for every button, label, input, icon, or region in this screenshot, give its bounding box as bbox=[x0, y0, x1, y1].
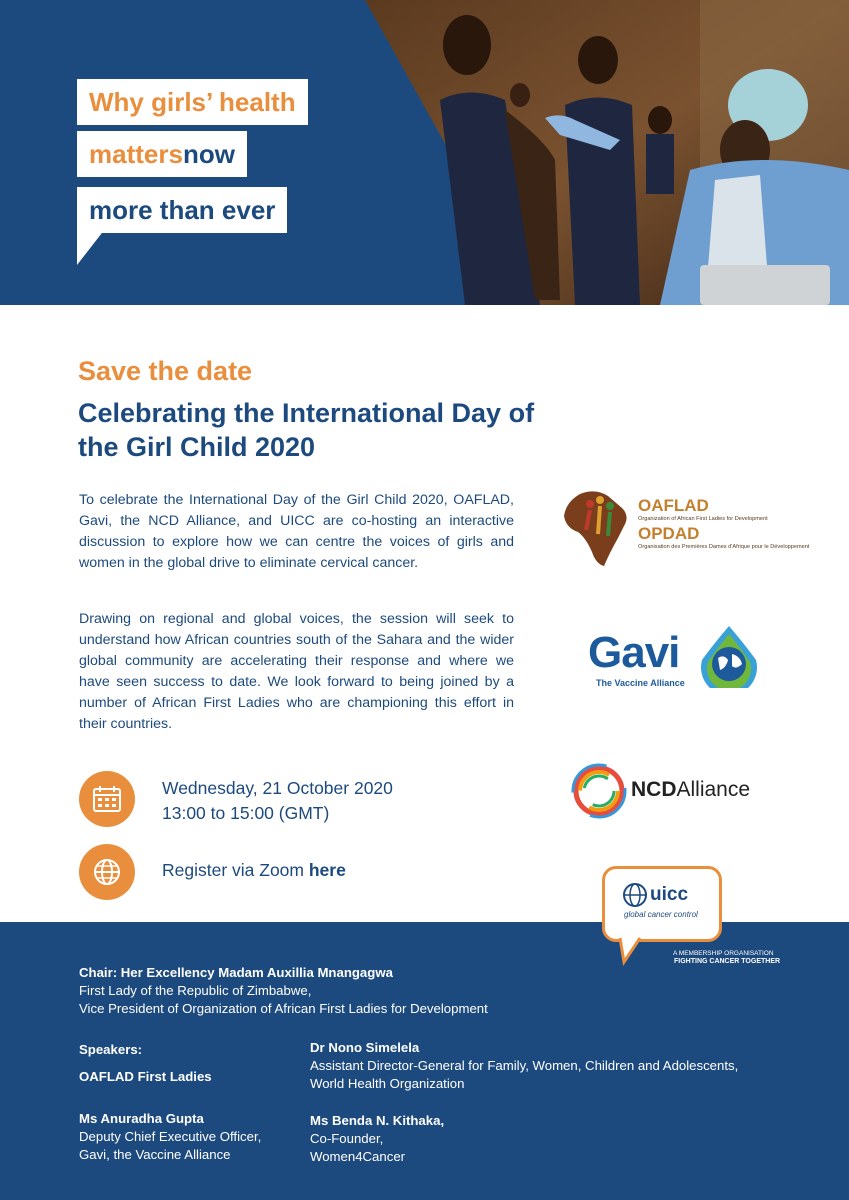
oaflad-first-ladies: OAFLAD First Ladies bbox=[79, 1069, 212, 1084]
session-paragraph: Drawing on regional and global voices, the session will seek to understand how African countries south of the Sahara and the wider global community are accelerating their response and where we have seen success to date. We look forward to being joined by a number of African First Ladies who are championing this effort in their countries. bbox=[79, 611, 514, 732]
event-datetime bbox=[162, 776, 393, 826]
calendar-icon bbox=[79, 771, 135, 827]
speaker-org: Gavi, the Vaccine Alliance bbox=[79, 1147, 231, 1162]
tagline-line-1: Why girls’ health bbox=[77, 79, 308, 125]
speaker-nono bbox=[310, 1039, 738, 1093]
speaker-org: Women4Cancer bbox=[310, 1149, 406, 1164]
register-here-link[interactable]: here bbox=[308, 860, 346, 880]
register-line: Register via Zoom here bbox=[162, 860, 346, 880]
gavi-wordmark: Gavi bbox=[588, 628, 680, 677]
speaker-anuradha bbox=[79, 1110, 261, 1164]
speaker-org: World Health Organization bbox=[310, 1076, 465, 1091]
uicc-wordmark: uicc bbox=[650, 884, 689, 905]
hero-banner bbox=[0, 0, 849, 305]
africa-map-icon bbox=[560, 486, 634, 570]
uicc-bubble-tail bbox=[618, 936, 658, 966]
ncd-alliance-wordmark: NCDAlliance bbox=[631, 778, 751, 801]
speaker-role: Assistant Director-General for Family, Women, Children and Adolescents, bbox=[310, 1058, 739, 1073]
tagline-line-2: matters now bbox=[77, 131, 247, 177]
intro-paragraph: To celebrate the International Day of the Girl Child 2020, OAFLAD, Gavi, the NCD Alliance, and UICC are co-hosting an interactive discussion to explore how we can centre the voices of girls and women in the global drive to eliminate cervical cancer. bbox=[79, 492, 514, 571]
globe-icon bbox=[79, 844, 135, 900]
chair-title-1: First Lady of the Republic of Zimbabwe, bbox=[79, 983, 312, 998]
uicc-tagline-2: FIGHTING CANCER TOGETHER bbox=[674, 958, 781, 965]
ncd-alliance-logo bbox=[570, 760, 760, 820]
gavi-subtitle: The Vaccine Alliance bbox=[596, 678, 685, 688]
chair-name: Chair: Her Excellency Madam Auxillia Mnangagwa bbox=[79, 965, 393, 980]
speaker-name: Dr Nono Simelela bbox=[310, 1040, 420, 1055]
gavi-globe-icon bbox=[698, 624, 760, 688]
event-title: Celebrating the International Day of the Girl Child 2020 bbox=[78, 398, 535, 462]
speaker-benda bbox=[310, 1112, 444, 1166]
save-the-date-heading: Save the date bbox=[78, 356, 253, 386]
uicc-globe-icon bbox=[622, 882, 648, 908]
uicc-tagline-1: A MEMBERSHIP ORGANISATION bbox=[673, 950, 774, 957]
opdad-name: OPDAD bbox=[638, 524, 700, 543]
speaker-role: Deputy Chief Executive Officer, bbox=[79, 1129, 262, 1144]
chair-title-2: Vice President of Organization of African First Ladies for Development bbox=[79, 1001, 488, 1016]
speakers-label: Speakers: bbox=[79, 1042, 143, 1057]
speaker-name: Ms Benda N. Kithaka, bbox=[310, 1113, 445, 1128]
speaker-role: Co-Founder, bbox=[310, 1131, 384, 1146]
uicc-logo bbox=[598, 864, 781, 974]
gavi-logo bbox=[588, 622, 763, 692]
speaker-name: Ms Anuradha Gupta bbox=[79, 1111, 204, 1126]
oaflad-logo bbox=[560, 486, 810, 570]
event-time: 13:00 to 15:00 (GMT) bbox=[162, 803, 330, 823]
event-date: Wednesday, 21 October 2020 bbox=[162, 778, 393, 798]
speech-bubble-tail bbox=[77, 229, 105, 265]
oaflad-name: OAFLAD bbox=[638, 496, 709, 515]
opdad-subtitle: Organisation des Premières Dames d'Afrique pour le Développement bbox=[638, 544, 810, 550]
oaflad-subtitle: Organization of African First Ladies for Development bbox=[638, 516, 768, 522]
chair-block bbox=[79, 964, 488, 1018]
ncd-ring-icon bbox=[570, 762, 628, 820]
uicc-subtitle: global cancer control bbox=[624, 910, 698, 919]
tagline-line-3: more than ever bbox=[77, 187, 287, 233]
